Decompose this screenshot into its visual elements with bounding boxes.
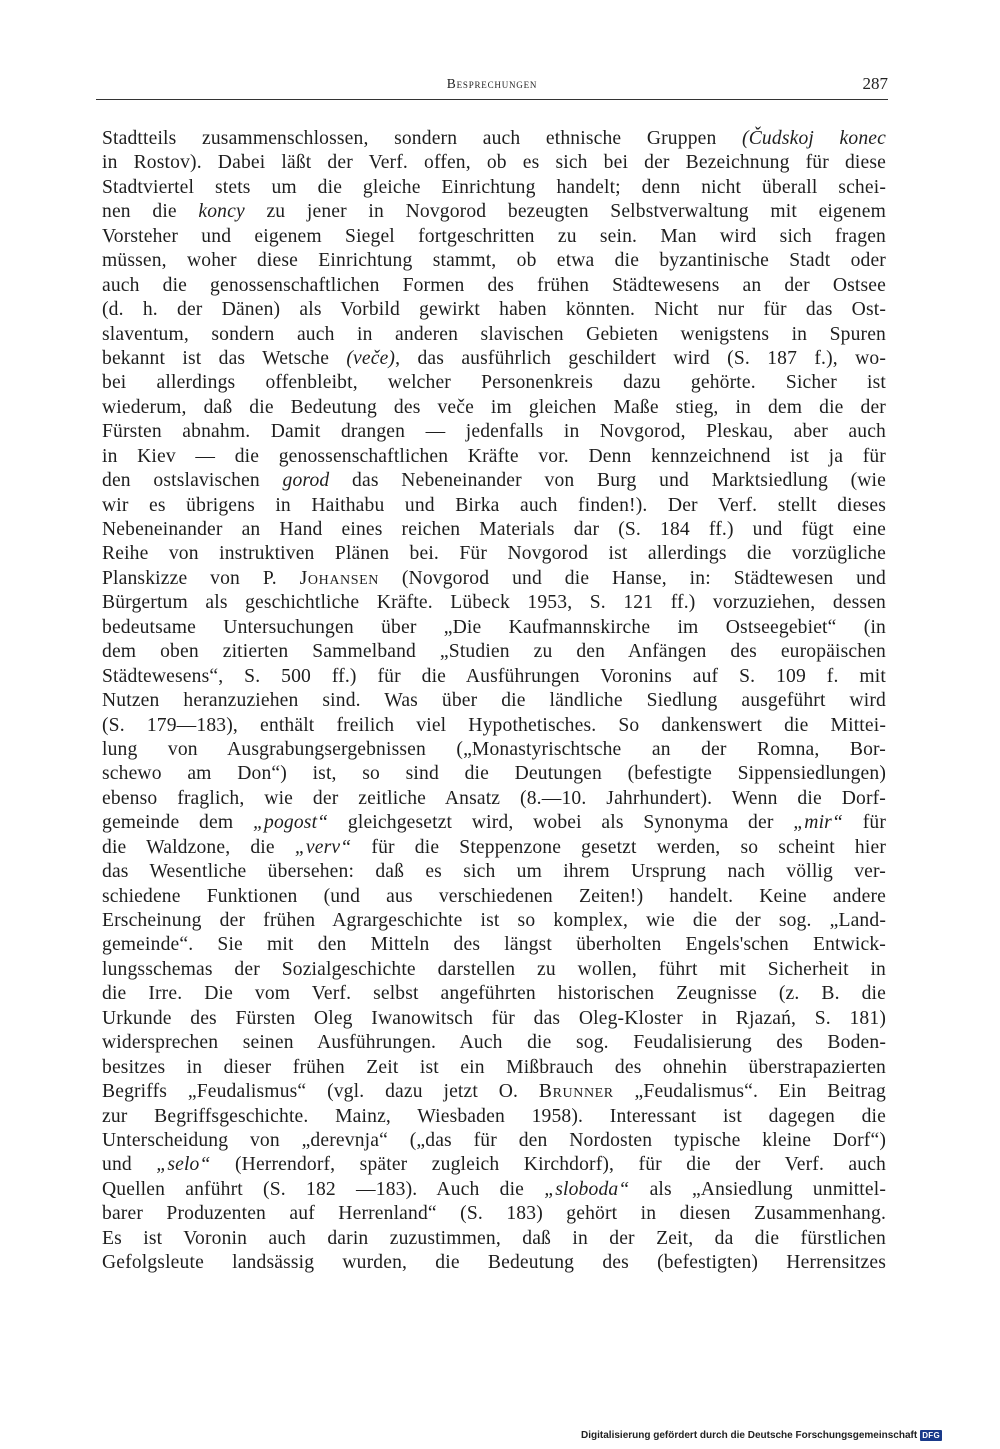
text-line — [102, 909, 886, 933]
text-run: müssen, woher diese Einrichtung stammt, ob etwa die byzantinische Stadt oder — [102, 250, 886, 272]
text-line — [102, 274, 886, 298]
text-line — [102, 811, 886, 835]
text-line — [102, 494, 886, 518]
text-line — [102, 1105, 886, 1129]
text-line — [102, 591, 886, 615]
author-name: Johansen — [299, 567, 379, 589]
text-line — [102, 616, 886, 640]
text-line — [102, 298, 886, 322]
text-line — [102, 396, 886, 420]
text-line — [102, 176, 886, 200]
text-line — [102, 860, 886, 884]
text-run: bei allerdings offenbleibt, welcher Personenkreis dazu gehörte. Sicher ist — [102, 372, 886, 394]
text-line — [102, 151, 886, 175]
text-run: widersprechen seinen Ausführungen. Auch die sog. Feudalisierung des Boden- — [102, 1032, 886, 1054]
text-run: bekannt ist das Wetsche — [102, 347, 347, 369]
text-run: , das ausführlich geschildert wird (S. 187 f.), wo- — [395, 347, 887, 369]
text-run: zu jener in Novgorod bezeugten Selbstverwaltung mit eigenem — [244, 201, 886, 223]
text-run: ebenso fraglich, wie der zeitliche Ansatz (8.—10. Jahrhundert). Wenn die Dorf- — [102, 787, 886, 809]
text-run: gemeinde“. Sie mit den Mitteln des längst überholten Engels'schen Entwick- — [102, 934, 886, 956]
text-run: und — [102, 1154, 157, 1176]
text-run: für die Steppenzone gesetzt werden, so scheint hier — [351, 836, 886, 858]
text-line — [102, 982, 886, 1006]
text-line — [102, 689, 886, 713]
text-line — [102, 200, 886, 224]
text-run: slaventum, sondern auch in anderen slavischen Gebieten wenigstens in Spuren — [102, 323, 886, 345]
text-line — [102, 1202, 886, 1226]
text-line — [102, 958, 886, 982]
text-run: Urkunde des Fürsten Oleg Iwanowitsch für das Oleg-Kloster in Rjazań, S. 181) — [102, 1007, 886, 1029]
text-run: Stadtviertel stets um die gleiche Einrichtung handelt; denn nicht überall schei- — [102, 176, 886, 198]
text-run: „Feudalismus“. Ein Beitrag — [613, 1081, 886, 1103]
page-number: 287 — [862, 74, 888, 93]
text-run: für — [843, 812, 886, 834]
text-run: in Kiev — die genossenschaftlichen Kräfte vor. Denn kennzeichnend ist ja für — [102, 445, 886, 467]
text-line — [102, 445, 886, 469]
italic-term: „pogost“ — [252, 812, 329, 834]
text-run: Erscheinung der frühen Agrargeschichte ist so komplex, wie die der sog. „Land- — [102, 910, 886, 931]
text-line — [102, 371, 886, 395]
text-line — [102, 933, 886, 957]
italic-term: „selo“ — [156, 1154, 211, 1176]
text-run: gemeinde dem — [102, 812, 253, 834]
text-run: auch die genossenschaftlichen Formen des frühen Städtewesens an der Ostsee — [102, 274, 886, 296]
text-run: barer Produzenten auf Herrenland“ (S. 183) gehört in diesen Zusammenhang. — [102, 1203, 886, 1225]
text-line — [102, 249, 886, 273]
text-run: den ostslavischen — [102, 470, 283, 492]
running-head: Besprechungen — [446, 76, 538, 91]
text-line — [102, 469, 886, 493]
italic-term: koncy — [198, 201, 245, 223]
text-run: Nebeneinander an Hand eines reichen Materials dar (S. 184 ff.) und fügt eine — [102, 519, 886, 540]
text-run: zur Begriffsgeschichte. Mainz, Wiesbaden 1958). Interessant ist dagegen die — [102, 1105, 886, 1127]
text-line — [102, 836, 886, 860]
italic-term: (veče) — [346, 347, 396, 369]
body-text — [102, 127, 886, 1276]
text-run: Gefolgsleute landsässig wurden, die Bedeutung des (befestigten) Herrensitzes — [102, 1252, 886, 1274]
text-run: wir es übrigens in Haithabu und Birka auch finden!). Der Verf. stellt dieses — [102, 494, 886, 516]
text-run: lung von Ausgrabungsergebnissen („Monastyrischtsche an der Romna, Bor- — [102, 738, 886, 760]
text-run: nen die — [102, 201, 199, 223]
footer-credit — [581, 1430, 942, 1441]
italic-term: „sloboda“ — [544, 1178, 630, 1200]
text-run: (d. h. der Dänen) als Vorbild gewirkt haben könnten. Nicht nur für das Ost- — [102, 299, 886, 321]
text-line — [102, 542, 886, 566]
text-run: Fürsten abnahm. Damit drangen — jedenfalls in Novgorod, Pleskau, aber auch — [102, 421, 886, 443]
text-line — [102, 714, 886, 738]
text-run: Unterscheidung von „derevnja“ („das für den Nordosten typische kleine Dorf“) — [102, 1129, 886, 1151]
text-run: gleichgesetzt wird, wobei als Synonyma der — [328, 812, 794, 834]
text-run: Reihe von instruktiven Plänen bei. Für Novgorod ist allerdings die vorzügliche — [102, 543, 886, 565]
header-rule — [96, 99, 888, 100]
text-line — [102, 567, 886, 591]
text-line — [102, 1056, 886, 1080]
footer-credit-text: Digitalisierung gefördert durch die Deutsche Forschungsgemeinschaft — [581, 1430, 918, 1441]
text-run: wiederum, daß die Bedeutung des veče im gleichen Maße stieg, in dem die der — [102, 396, 886, 418]
italic-term: „verv“ — [294, 836, 352, 858]
text-run: dem oben zitierten Sammelband „Studien zu den Anfängen des europäischen — [102, 641, 886, 663]
text-run: lungsschemas der Sozialgeschichte darstellen zu wollen, führt mit Sicherheit in — [102, 958, 886, 980]
text-run: das Wesentliche übersehen: daß es sich um ihrem Ursprung nach völlig ver- — [102, 861, 886, 883]
text-line — [102, 1080, 886, 1104]
text-line — [102, 1251, 886, 1275]
text-run: Quellen anführt (S. 182 —183). Auch die — [102, 1178, 545, 1200]
text-line — [102, 323, 886, 347]
text-line — [102, 127, 886, 151]
italic-term: gorod — [282, 470, 330, 492]
text-line — [102, 1178, 886, 1202]
author-name: Brunner — [538, 1081, 614, 1103]
text-line — [102, 640, 886, 664]
text-run: schiedene Funktionen (und aus verschiedenen Zeiten!) handelt. Keine andere — [102, 885, 886, 907]
text-run: besitzes in dieser frühen Zeit ist ein Mißbrauch des ohnehin überstrapazierten — [102, 1056, 886, 1078]
text-run: schewo am Don“) ist, so sind die Deutungen (befestigte Sippensiedlungen) — [102, 763, 886, 785]
text-line — [102, 225, 886, 249]
text-run: (Novgorod und die Hanse, in: Städtewesen und — [379, 567, 886, 589]
text-run: Nutzen heranzuziehen sind. Was über die ländliche Siedlung ausgeführt wird — [102, 690, 886, 712]
text-run: in Rostov). Dabei läßt der Verf. offen, ob es sich bei der Bezeichnung für diese — [102, 152, 886, 174]
text-line — [102, 518, 886, 542]
text-run: Es ist Voronin auch darin zuzustimmen, daß in der Zeit, da die fürstlichen — [102, 1227, 886, 1249]
text-line — [102, 885, 886, 909]
text-run: das Nebeneinander von Burg und Marktsiedlung (wie — [329, 470, 886, 492]
text-line — [102, 762, 886, 786]
text-run: Städtewesens“, S. 500 ff.) für die Ausführungen Voronins auf S. 109 f. mit — [102, 665, 886, 687]
text-run: Begriffs „Feudalismus“ (vgl. dazu jetzt O. — [102, 1081, 539, 1103]
text-line — [102, 738, 886, 762]
text-line — [102, 1153, 886, 1177]
text-line — [102, 1227, 886, 1251]
text-run: (Herrendorf, später zugleich Kirchdorf), für die der Verf. auch — [210, 1154, 887, 1176]
text-run: die Waldzone, die — [102, 836, 295, 858]
italic-term: „mir“ — [793, 812, 843, 834]
text-run: Bürgertum als geschichtliche Kräfte. Lübeck 1953, S. 121 ff.) vorzuziehen, dessen — [102, 592, 886, 614]
text-line — [102, 665, 886, 689]
text-run: Vorsteher und eigenem Siegel fortgeschritten zu sein. Man wird sich fragen — [102, 225, 886, 247]
page-header — [96, 74, 888, 100]
text-run: bedeutsame Untersuchungen über „Die Kaufmannskirche im Ostseegebiet“ (in — [102, 616, 886, 638]
text-run: (S. 179—183), enthält freilich viel Hypothetisches. So dankenswert die Mittei- — [102, 714, 886, 736]
text-line — [102, 1007, 886, 1031]
text-run: Planskizze von P. — [102, 567, 300, 589]
text-line — [102, 347, 886, 371]
text-line — [102, 787, 886, 811]
italic-term: (Čudskoj konec — [742, 128, 886, 149]
text-run: Stadtteils zusammenschlossen, sondern auch ethnische Gruppen — [102, 128, 743, 149]
dfg-logo: DFG — [922, 1431, 940, 1440]
text-line — [102, 1031, 886, 1055]
text-run: als „Ansiedlung unmittel- — [629, 1178, 886, 1200]
text-line — [102, 420, 886, 444]
text-line — [102, 1129, 886, 1153]
text-run: die Irre. Die vom Verf. selbst angeführten historischen Zeugnisse (z. B. die — [102, 983, 886, 1005]
